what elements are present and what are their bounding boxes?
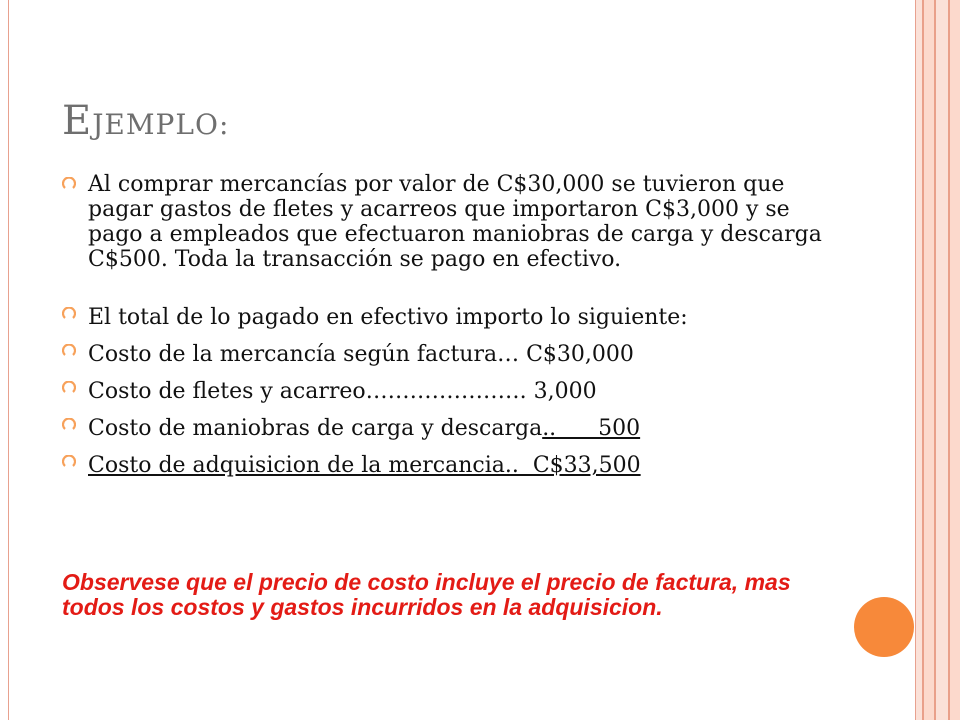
bullet-item: [62, 376, 822, 408]
title-rest: JEMPLO: [92, 108, 219, 141]
decorative-stripes: [916, 0, 960, 720]
observation-note: Observese que el precio de costo incluye el precio de factura, mas todos los costos y gastos incurridos en la adquisicion.: [62, 569, 791, 620]
title-first-letter: E: [62, 98, 93, 144]
stripe: [924, 0, 934, 720]
bullet-marker-icon: [62, 381, 76, 395]
bullet-item: [62, 339, 822, 371]
bullet-text: Costo de fletes y acarreo…………………. 3,000: [88, 379, 597, 404]
bullet-marker-icon: [62, 418, 76, 432]
bullet-text: El total de lo pagado en efectivo importo lo siguiente:: [88, 305, 688, 330]
bullet-text: Costo de maniobras de carga y descarga: [88, 416, 543, 441]
bullet-item: [62, 302, 822, 334]
bullet-marker-icon: [62, 177, 76, 191]
bullet-item: [62, 413, 822, 445]
stripe: [936, 0, 948, 720]
bullet-text-underlined: .. 500: [542, 416, 641, 441]
bullet-text: Costo de la mercancía según factura… C$30,000: [88, 342, 634, 367]
bullet-marker-icon: [62, 344, 76, 358]
stripe: [950, 0, 960, 720]
bullet-marker-icon: [62, 455, 76, 469]
bullet-item: [62, 172, 822, 272]
bullet-item: [62, 450, 822, 482]
bullet-marker-icon: [62, 307, 76, 321]
title-colon: :: [218, 108, 230, 141]
orange-circle-decoration: [854, 597, 914, 657]
slide-title: [62, 98, 229, 144]
bullet-text: Al comprar mercancías por valor de C$30,000 se tuvieron que pagar gastos de fletes y acarreos que importaron C$3,000 y se pago a empleados que efectuaron maniobras de carga y descarga C$500. Toda la transacción se pago en efectivo.: [88, 172, 822, 272]
bullet-list: [62, 172, 822, 487]
bullet-text: Costo de adquisicion de la mercancia.. C$33,500: [88, 453, 641, 478]
